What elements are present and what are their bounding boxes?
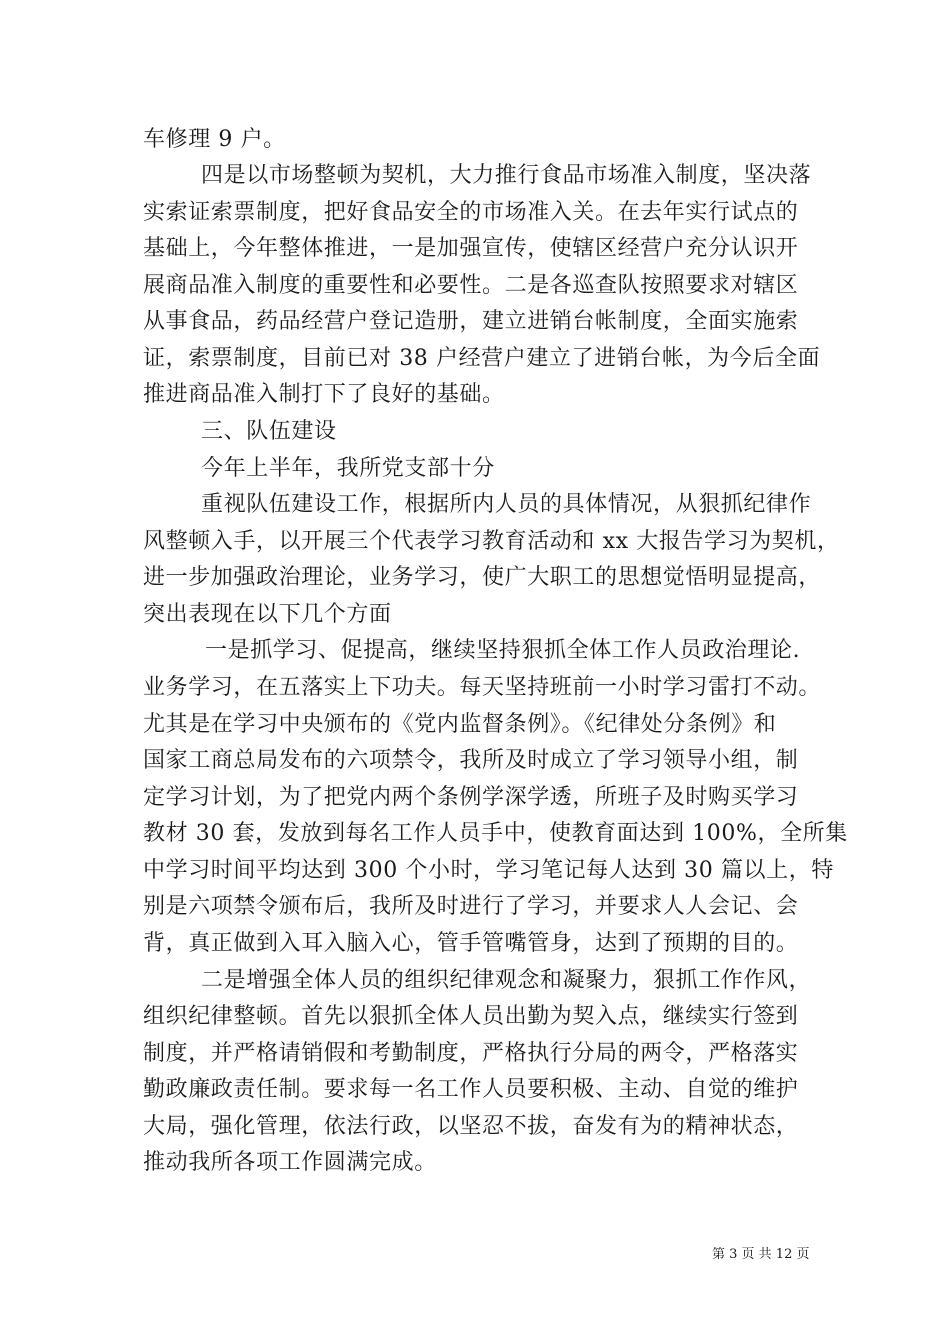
text-line: 车修理 9 户。: [143, 127, 286, 152]
text-line: 基础上，今年整体推进，一是加强宣传，使辖区经营户充分认识开: [143, 236, 799, 261]
text-line: 中学习时间平均达到 300 个小时，学习笔记每人达到 30 篇以上，特: [143, 858, 834, 883]
text-line: 一是抓学习、促提高，继续坚持狠抓全体工作人员政治理论.: [205, 638, 801, 663]
text-line: 勤政廉政责任制。要求每一名工作人员要积极、主动、自觉的维护: [143, 1077, 799, 1102]
text-line: 证，索票制度，目前已对 38 户经营户建立了进销台帐，为今后全面: [143, 346, 821, 371]
text-line: 突出表现在以下几个方面: [143, 602, 392, 627]
text-line: 国家工商总局发布的六项禁令，我所及时成立了学习领导小组，制: [143, 748, 799, 773]
page-number-footer: 第 3 页 共 12 页: [712, 1247, 810, 1262]
text-line: 展商品准入制度的重要性和必要性。二是各巡查队按照要求对辖区: [143, 273, 799, 298]
text-line: 大局，强化管理，依法行政，以坚忍不拔，奋发有为的精神状态，: [143, 1114, 799, 1139]
text-line: 推进商品准入制打下了良好的基础。: [143, 382, 505, 407]
text-line: 今年上半年，我所党支部十分: [201, 456, 495, 481]
text-line: 组织纪律整顿。首先以狠抓全体人员出勤为契入点，继续实行签到: [143, 1004, 799, 1029]
text-line: 二是增强全体人员的组织纪律观念和凝聚力，狠抓工作作风，: [201, 968, 812, 993]
text-line: 重视队伍建设工作，根据所内人员的具体情况，从狠抓纪律作: [201, 492, 812, 517]
text-line: 尤其是在学习中央颁布的《党内监督条例》。《纪律处分条例》和: [143, 712, 777, 737]
text-line: 风整顿入手，以开展三个代表学习教育活动和 xx 大报告学习为契机，: [143, 529, 840, 554]
text-line: 制度，并严格请销假和考勤制度，严格执行分局的两令，严格落实: [143, 1041, 799, 1066]
text-line: 定学习计划，为了把党内两个条例学深学透，所班子及时购买学习: [143, 785, 799, 810]
text-line: 教材 30 套，发放到每名工作人员手中，使教育面达到 100%，全所集: [143, 821, 848, 846]
text-line: 推动我所各项工作圆满完成。: [143, 1150, 437, 1175]
text-line: 实索证索票制度，把好食品安全的市场准入关。在去年实行试点的: [143, 200, 799, 225]
text-line: 进一步加强政治理论，业务学习，使广大职工的思想觉悟明显提高，: [143, 565, 822, 590]
section-heading: 三、队伍建设: [201, 419, 337, 444]
text-line: 四是以市场整顿为契机，大力推行食品市场准入制度，坚决落: [201, 163, 812, 188]
text-line: 业务学习，在五落实上下功夫。每天坚持班前一小时学习雷打不动。: [143, 675, 822, 700]
text-line: 背，真正做到入耳入脑入心，管手管嘴管身，达到了预期的目的。: [143, 931, 799, 956]
text-line: 别是六项禁令颁布后，我所及时进行了学习，并要求人人会记、会: [143, 894, 799, 919]
text-line: 从事食品，药品经营户登记造册，建立进销台帐制度，全面实施索: [143, 309, 799, 334]
